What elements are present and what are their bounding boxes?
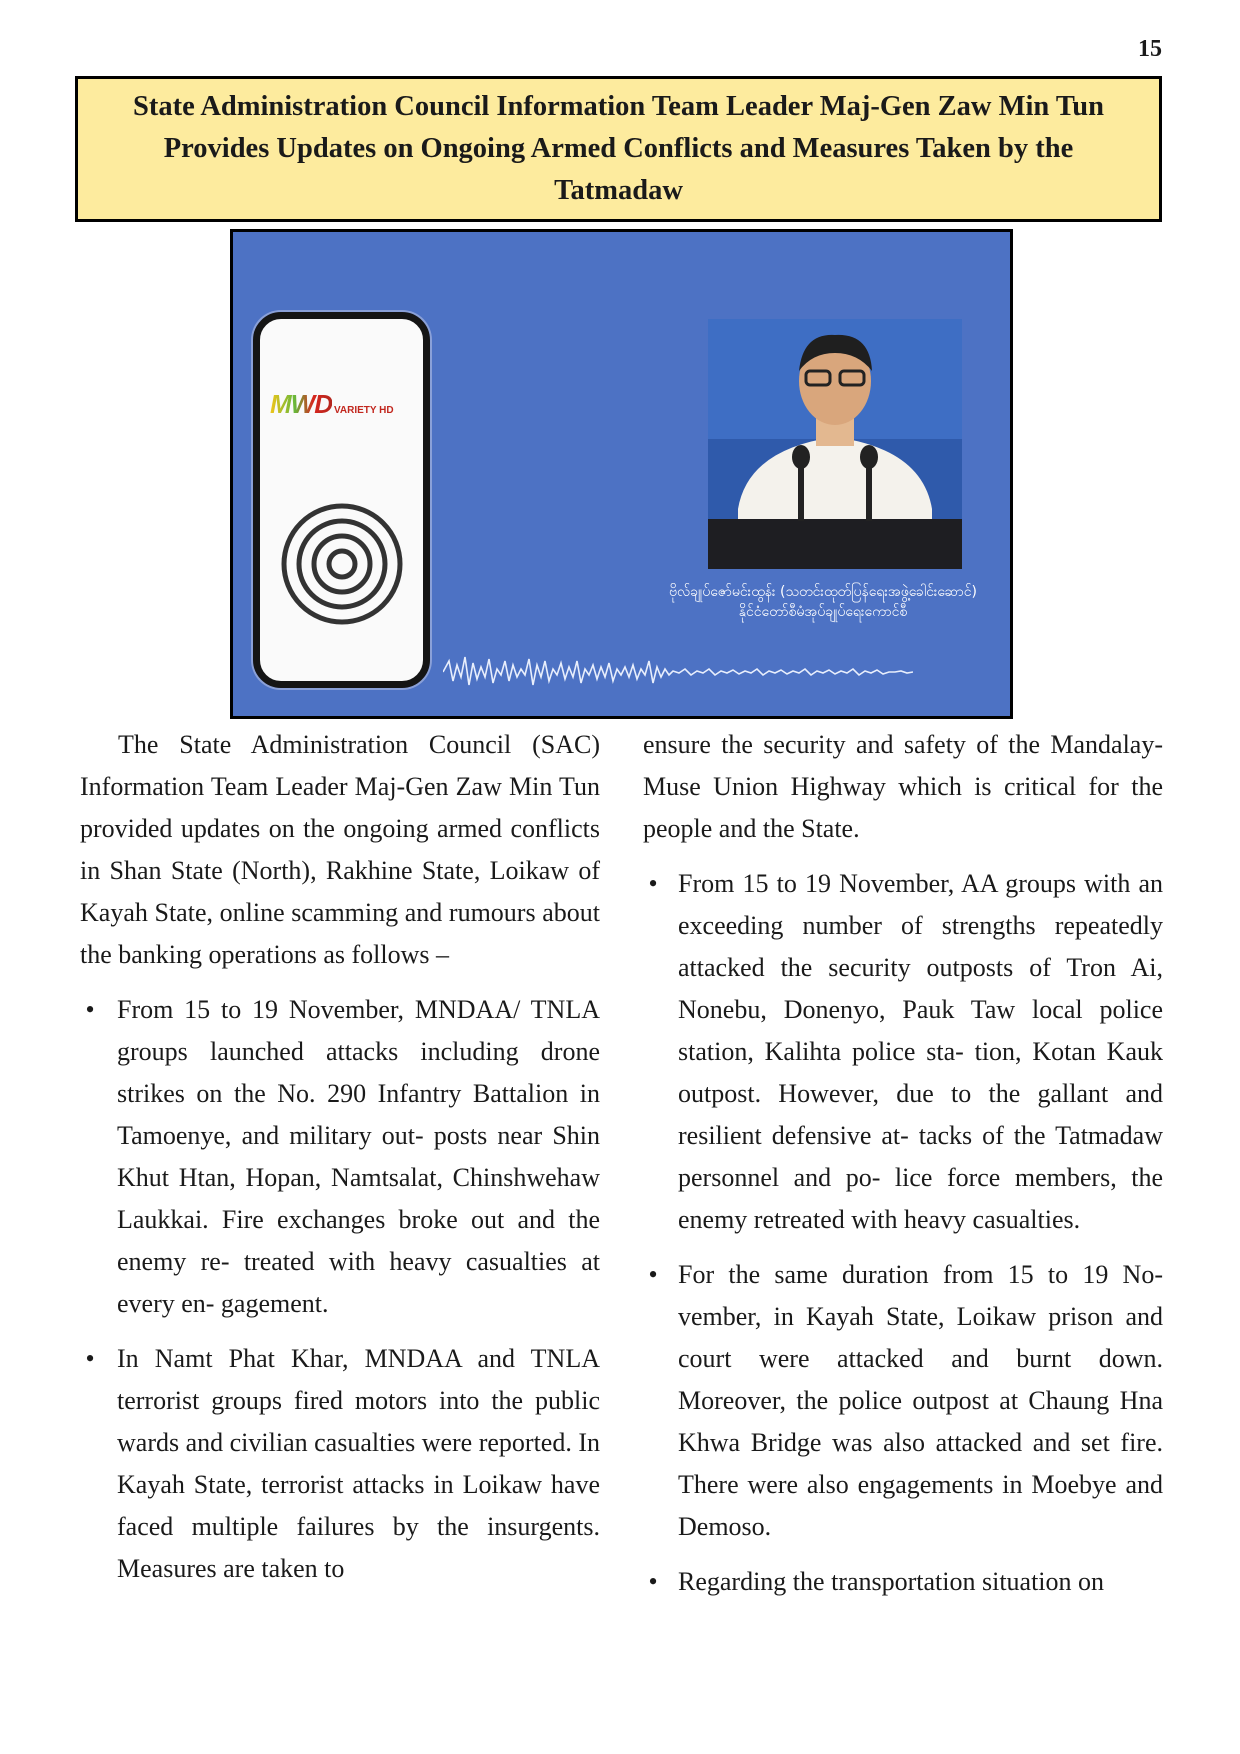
channel-logo — [270, 389, 394, 420]
right-bullet-list — [643, 863, 1163, 1603]
bullet-icon: • — [648, 1567, 658, 1596]
left-column — [80, 724, 600, 1590]
title-line-1: State Administration Council Information Team Leader Maj-Gen Zaw Min Tun — [133, 91, 1104, 122]
bullet-icon: • — [85, 1344, 95, 1373]
list-item — [80, 1338, 600, 1590]
logo-sub: VARIETY HD — [333, 405, 394, 416]
article-title-box — [75, 76, 1162, 222]
intro-paragraph: The State Administration Council (SAC) Information Team Leader Maj-Gen Zaw Min Tun provided updates on the ongoing armed conflicts in Shan State (North), Rakhine State, Loikaw of Kayah State, online scamming and rumours about the banking operations as follows – — [80, 730, 600, 969]
news-photo — [230, 229, 1013, 719]
bullet-text: From 15 to 19 November, AA groups with an exceeding number of strengths repeatedly attacked the security outposts of Tron Ai, Nonebu, Donenyo, Pauk Taw local police station, Kalihta police sta- tion, Kotan Kauk outpost. However, due to the gallant and resilient defensive at- tacks of the Tatmadaw personnel and po- lice force members, the enemy retreated with heavy casualties. — [678, 869, 1163, 1234]
bullet-icon: • — [85, 995, 95, 1024]
list-item — [643, 863, 1163, 1241]
bullet-icon: • — [648, 1260, 658, 1289]
phone-illustration — [253, 312, 430, 688]
continued-paragraph: ensure the security and safety of the Mandalay-Muse Union Highway which is critical for the people and the State. — [643, 730, 1163, 843]
sound-wave-icon — [443, 647, 913, 697]
list-item — [643, 1254, 1163, 1548]
bullet-text: For the same duration from 15 to 19 No- vember, in Kayah State, Loikaw prison and court were attacked and burnt down. Moreover, the police outpost at Chaung Hna Khwa Bridge was also attacked and set fire. There were also engagements in Moebye and Demoso. — [678, 1260, 1163, 1541]
bullet-text: From 15 to 19 November, MNDAA/ TNLA groups launched attacks including drone strikes on the No. 290 Infantry Battalion in Tamoenye, and military out- posts near Shin Khut Htan, Hopan, Namtsalat, Chinshwehaw Laukkai. Fire exchanges broke out and the enemy re- treated with heavy casualties at every en- gagement. — [117, 995, 600, 1318]
logo-main: MWD — [270, 389, 332, 419]
audio-rings-icon — [277, 499, 407, 629]
bullet-icon: • — [648, 869, 658, 898]
list-item — [643, 1561, 1163, 1603]
caption-line-1: ဗိုလ်ချုပ်ဇော်မင်းထွန်း (သတင်းထုတ်ပြန်ရေးအဖွဲ့ခေါင်းဆောင်) — [669, 584, 977, 600]
photo-caption — [655, 582, 991, 622]
right-column — [643, 724, 1163, 1603]
list-item — [80, 989, 600, 1325]
page-number: 15 — [1138, 36, 1162, 62]
bullet-text: In Namt Phat Khar, MNDAA and TNLA terrorist groups fired motors into the public wards and civilian casualties were reported. In Kayah State, terrorist attacks in Loikaw have faced multiple failures by the insurgents. Measures are taken to — [117, 1344, 600, 1583]
caption-line-2: နိုင်ငံတော်စီမံအုပ်ချုပ်ရေးကောင်စီ — [738, 604, 908, 620]
speaker-video-frame — [708, 319, 962, 569]
title-line-2: Provides Updates on Ongoing Armed Conflicts and Measures Taken by the — [163, 133, 1074, 164]
title-line-3: Tatmadaw — [554, 175, 683, 206]
left-bullet-list — [80, 989, 600, 1590]
bullet-text: Regarding the transportation situation on — [678, 1567, 1105, 1596]
